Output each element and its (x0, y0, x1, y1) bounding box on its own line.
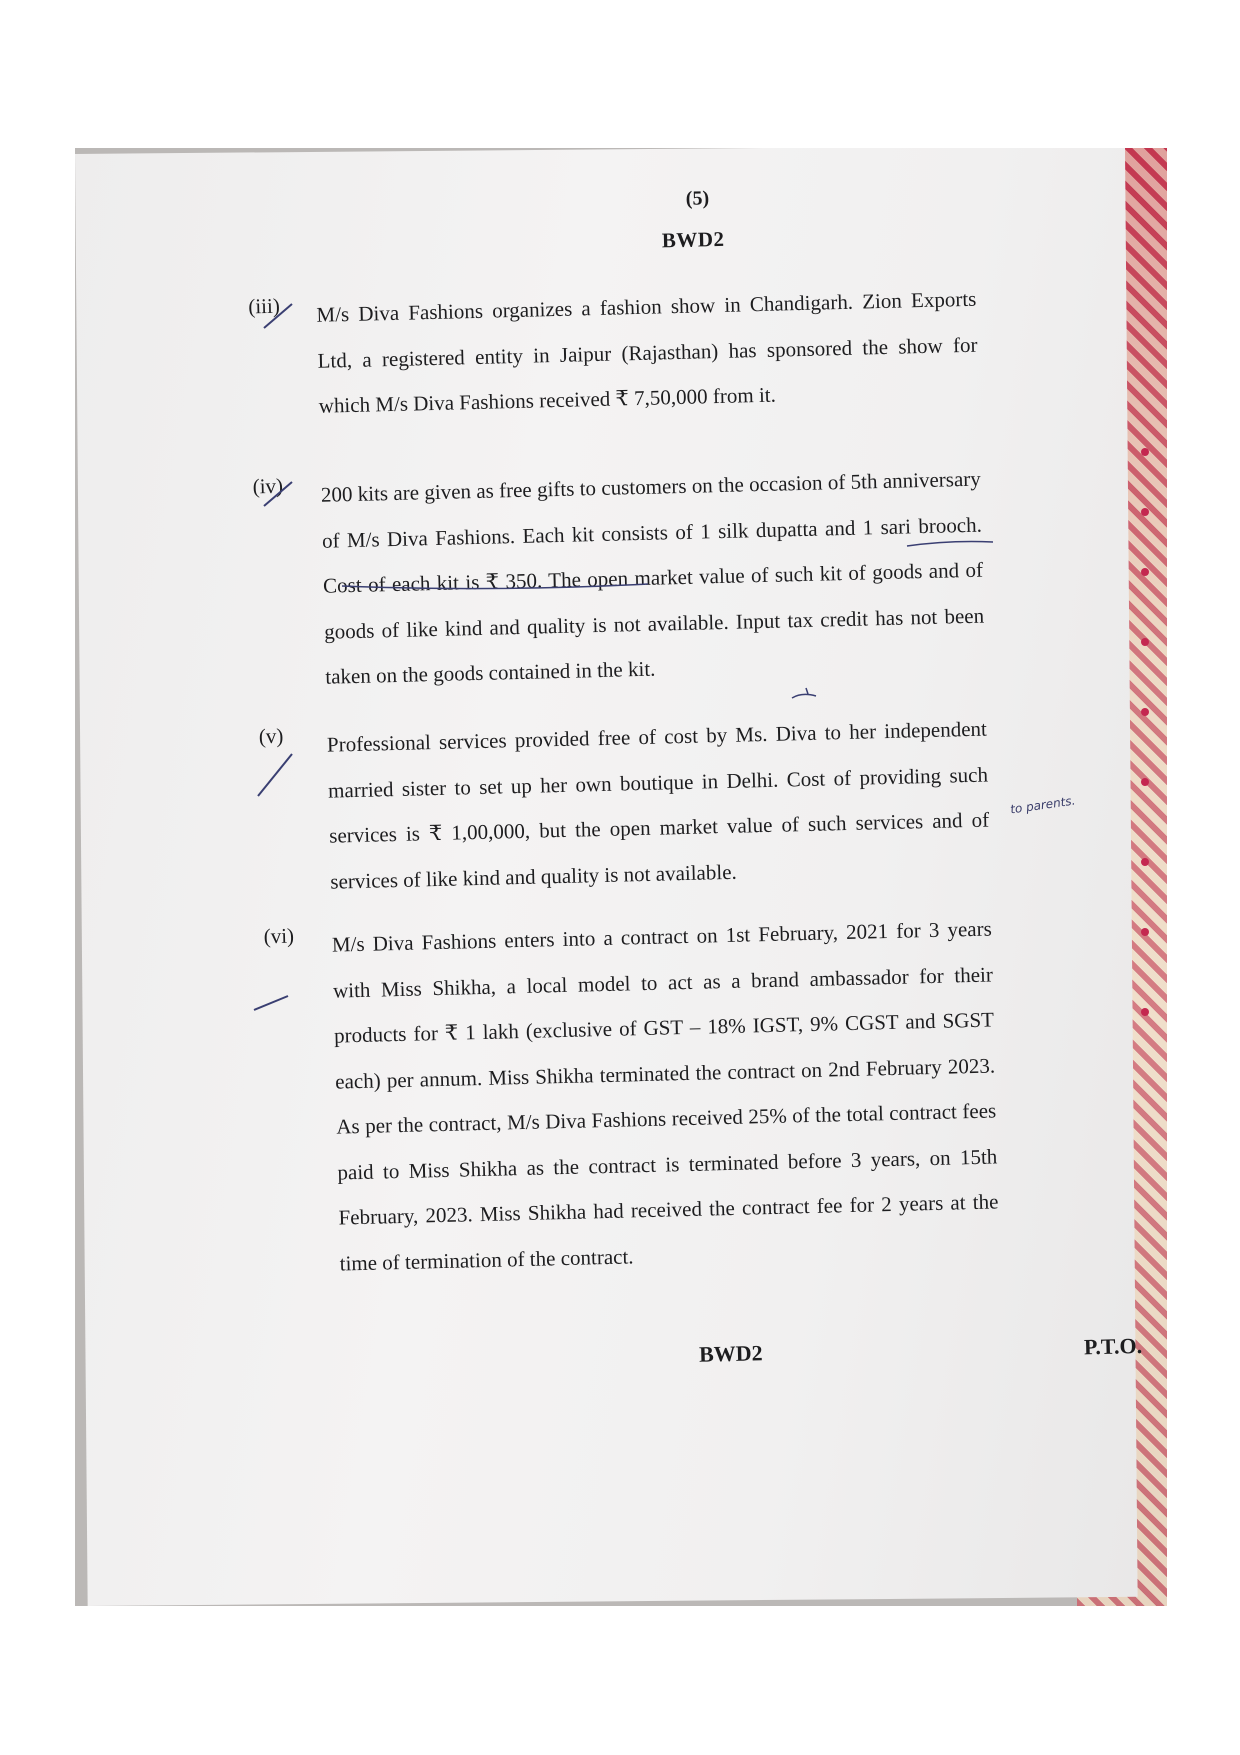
page-number: (5) (685, 187, 710, 210)
backdrop-dot (1141, 568, 1149, 576)
please-turn-over: P.T.O. (1083, 1332, 1143, 1360)
backdrop-dot (1141, 508, 1149, 516)
item-text: Professional services provided free of cost by Ms. Diva to her independent married sister to set up her own boutique in Delhi. Cost of providing such services is ₹ 1,00,000, but the open market value of such services and of services of like kind and quality is not available. (326, 716, 990, 894)
question-item-v (258, 707, 990, 894)
backdrop-dot (1141, 638, 1149, 646)
item-text: 200 kits are given as free gifts to customers on the occasion of 5th anniversary of M/s Diva Fashions. Each kit consists of 1 silk dupatta and 1 sari brooch. Cost of each kit is ₹ 350. The open market value of such kit of goods and of goods of like kind and quality is not available. Input tax credit has not been taken on the goods contained in the kit. (320, 466, 985, 689)
item-label: (vi) (263, 923, 295, 949)
backdrop-dot (1141, 1008, 1149, 1016)
backdrop-dots (1141, 448, 1161, 1148)
paper-code-header: BWD2 (661, 226, 725, 253)
item-text: M/s Diva Fashions organizes a fashion show in Chandigarh. Zion Exports Ltd, a registered entity in Jaipur (Rajasthan) has sponsored the show for which M/s Diva Fashions received ₹ 7,50,000 from it. (316, 286, 978, 418)
backdrop-dot (1141, 858, 1149, 866)
backdrop-dot (1141, 708, 1149, 716)
question-item-iv (252, 457, 985, 689)
item-label: (v) (258, 723, 284, 749)
item-label: (iii) (247, 293, 281, 319)
backdrop-dot (1141, 928, 1149, 936)
question-item-iii (247, 277, 978, 418)
item-label: (iv) (252, 473, 284, 499)
question-item-vi (263, 907, 999, 1276)
exam-paper-page (75, 148, 1143, 1606)
backdrop-dot (1141, 778, 1149, 786)
item-text: M/s Diva Fashions enters into a contract on 1st February, 2021 for 3 years with Miss Shikha, a local model to act as a brand ambassador for their products for ₹ 1 lakh (exclusive of GST – 18% IGST, 9% CGST and SGST each) per annum. Miss Shikha terminated the contract on 2nd February 2023. As per the contract, M/s Diva Fashions received 25% of the total contract fees paid to Miss Shikha as the contract is terminated before 3 years, on 15th February, 2023. Miss Shikha had received the contract fee for 2 years at the time of termination of the contract. (331, 916, 999, 1276)
handwritten-margin-note: to parents. (1009, 793, 1077, 817)
paper-code-footer: BWD2 (698, 1340, 763, 1367)
photo-background (75, 148, 1167, 1606)
backdrop-dot (1141, 448, 1149, 456)
